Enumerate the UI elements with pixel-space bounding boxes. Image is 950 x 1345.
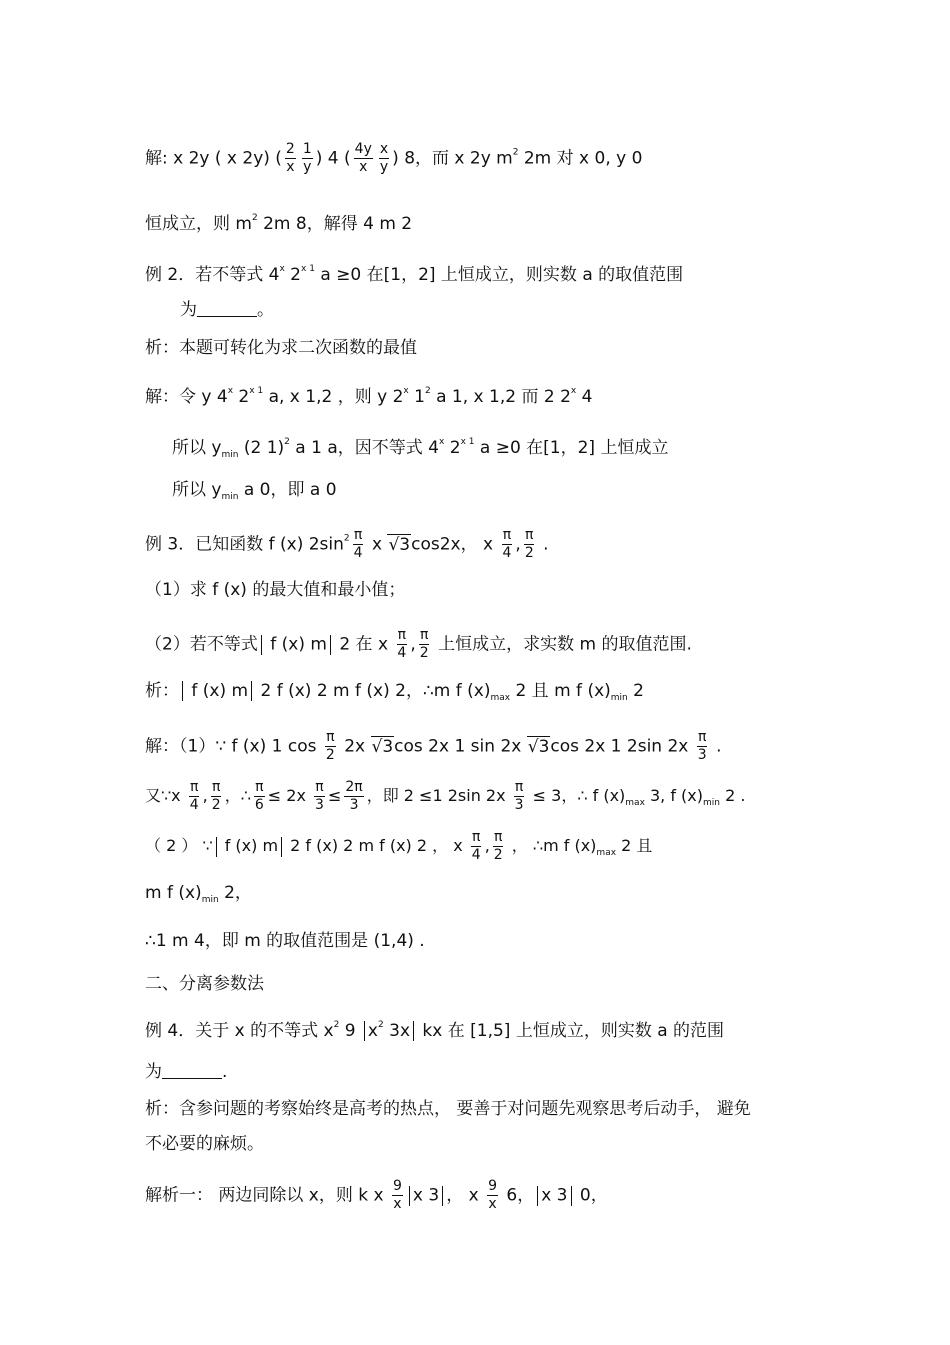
text: ) 8，而 x 2y m xyxy=(392,148,513,169)
text: m f (x) xyxy=(145,883,202,903)
fraction xyxy=(493,829,504,864)
text: 2 xyxy=(233,387,250,407)
fraction xyxy=(354,141,373,176)
denominator: 2 xyxy=(325,747,335,763)
fraction xyxy=(254,779,265,814)
fraction xyxy=(314,779,325,814)
text: 解：令 y 4 xyxy=(145,387,228,407)
abs-bar xyxy=(330,635,331,655)
superscript: x xyxy=(227,386,234,396)
subscript: max xyxy=(596,848,617,858)
text: （2）若不等式 xyxy=(145,634,258,655)
denominator: x xyxy=(359,159,368,175)
superscript: 2 xyxy=(251,213,258,223)
solution-line-6 xyxy=(145,729,820,764)
example-4-blank-line xyxy=(145,1061,820,1083)
text: ， x xyxy=(446,1185,485,1206)
numerator: π xyxy=(353,527,363,543)
text: 2 . xyxy=(719,786,746,805)
sqrt: √3 xyxy=(371,736,394,757)
superscript: 2 xyxy=(284,437,290,447)
analysis-line-2 xyxy=(145,680,820,709)
text: 。 xyxy=(257,300,274,320)
numerator: 9 xyxy=(488,1178,497,1194)
fraction xyxy=(353,527,364,562)
text: 为 xyxy=(145,1062,162,1082)
example-3-line xyxy=(145,527,820,562)
text: 例 4．关于 x 的不等式 x xyxy=(145,1021,334,1041)
answer-blank xyxy=(162,1062,222,1079)
denominator: 6 xyxy=(254,797,264,813)
text: 2 f (x) 2 m f (x) 2，∴m f (x) xyxy=(255,681,491,701)
fraction xyxy=(419,627,430,662)
denominator: 2 xyxy=(524,545,534,561)
text: 解析一： 两边同除以 x，则 k x xyxy=(145,1185,389,1206)
fraction xyxy=(697,729,708,764)
text: ∴1 m 4，即 m 的取值范围是 (1,4) . xyxy=(145,931,425,951)
abs-bar xyxy=(281,837,282,857)
text: . xyxy=(222,1062,228,1082)
text: （ 2 ） ∵ xyxy=(145,836,213,855)
text: , xyxy=(202,786,208,805)
solution-line-3 xyxy=(145,380,820,408)
numerator: π xyxy=(525,527,534,543)
superscript: x xyxy=(403,386,409,396)
analysis-line-3 xyxy=(145,1098,820,1120)
text: 为 xyxy=(180,300,197,320)
text: 所以 y xyxy=(172,438,222,458)
superscript: x xyxy=(279,264,285,274)
text: a 1 a，因不等式 4 xyxy=(289,438,439,458)
text: , xyxy=(410,634,416,655)
analysis-line xyxy=(145,337,820,359)
solution-line-4 xyxy=(172,431,820,466)
text: 2 xyxy=(284,265,302,285)
numerator: π xyxy=(212,779,221,795)
text: 解：（1）∵ f (x) 1 cos xyxy=(145,736,322,757)
denominator: 4 xyxy=(189,797,199,813)
text: 1 xyxy=(408,387,425,407)
conclusion-line xyxy=(145,930,820,952)
numerator: 9 xyxy=(392,1178,402,1194)
text: ) 4 ( xyxy=(315,148,351,169)
abs-bar xyxy=(571,1186,572,1206)
abs-bar xyxy=(409,1186,410,1206)
text: 2， xyxy=(218,883,252,903)
denominator: 2 xyxy=(419,645,429,661)
numerator: x xyxy=(379,141,389,157)
text: , xyxy=(515,534,521,555)
text: ≤ 2x xyxy=(267,786,312,805)
solution-line-1 xyxy=(145,141,820,176)
fraction xyxy=(524,527,535,562)
numerator: π xyxy=(514,779,524,795)
numerator: π xyxy=(494,829,503,845)
text: a, x 1,2 ，则 y 2 xyxy=(263,387,404,407)
text: 解: x 2y ( x 2y) ( xyxy=(145,148,282,169)
denominator: x xyxy=(286,159,295,175)
text: , xyxy=(484,836,490,855)
question-1-line xyxy=(145,579,820,601)
text: 例 2．若不等式 4 xyxy=(145,265,280,285)
denominator: y xyxy=(379,159,389,175)
text: 9 xyxy=(339,1021,361,1041)
text: x 3 xyxy=(412,1185,440,1206)
superscript: x xyxy=(439,437,445,447)
text: a 0，即 a 0 xyxy=(238,480,337,500)
text: 析： xyxy=(145,681,179,701)
text: x xyxy=(367,1021,378,1041)
fraction xyxy=(211,779,222,814)
sqrt: √3 xyxy=(388,534,411,555)
fraction xyxy=(285,141,296,176)
denominator: 3 xyxy=(514,797,524,813)
solution-line-5 xyxy=(172,479,820,508)
fraction xyxy=(189,779,200,814)
superscript: x 1 xyxy=(460,437,475,447)
text: 恒成立，则 m xyxy=(145,214,252,234)
text: 3x xyxy=(383,1021,410,1041)
text: ，即 2 ≤1 2sin 2x xyxy=(366,786,511,805)
denominator: 4 xyxy=(502,545,512,561)
text: 2 xyxy=(444,438,461,458)
fraction xyxy=(379,141,389,176)
text: 4 xyxy=(576,387,593,407)
superscript: x xyxy=(570,386,577,396)
answer-blank xyxy=(197,300,257,317)
numerator: π xyxy=(419,627,429,643)
example-2-line xyxy=(145,258,820,286)
text: ， ∴m f (x) xyxy=(506,836,597,855)
denominator: 4 xyxy=(353,545,363,561)
text: x 3 xyxy=(541,1185,568,1206)
numerator: π xyxy=(189,779,199,795)
solution-line-2 xyxy=(145,207,820,235)
text: cos 2x 1 2sin 2x xyxy=(550,736,694,757)
numerator: π xyxy=(698,729,707,745)
numerator: 4y xyxy=(354,141,372,157)
numerator: π xyxy=(326,729,335,745)
superscript: 2 xyxy=(424,386,431,396)
text: 析：本题可转化为求二次函数的最值 xyxy=(145,338,417,358)
fraction xyxy=(302,141,313,176)
text: 不必要的麻烦。 xyxy=(145,1134,264,1154)
text: （1）求 f (x) 的最大值和最小值； xyxy=(145,580,406,600)
text: 所以 y xyxy=(172,480,222,500)
denominator: 3 xyxy=(697,747,707,763)
text: 3, f (x) xyxy=(644,786,703,805)
section-heading xyxy=(145,973,820,995)
abs-bar xyxy=(182,681,183,701)
text: ≤ xyxy=(327,786,342,805)
fraction xyxy=(501,527,512,562)
text: 2m 8，解得 4 m 2 xyxy=(257,214,413,234)
abs-bar xyxy=(442,1186,443,1206)
abs-bar xyxy=(537,1186,538,1206)
superscript: x 1 xyxy=(301,264,315,274)
text: a ≥0 在[1，2] 上恒成立 xyxy=(474,438,669,458)
abs-bar xyxy=(251,681,252,701)
text: kx 在 [1,5] 上恒成立，则实数 a 的范围 xyxy=(417,1021,725,1041)
example-2-blank-line xyxy=(180,299,820,321)
text: 2m 对 x 0, y 0 xyxy=(518,148,643,169)
denominator: y xyxy=(303,159,312,175)
denominator: 4 xyxy=(471,847,481,863)
radicand: 3 xyxy=(399,534,411,555)
numerator: 1 xyxy=(302,141,312,157)
text: 2 且 xyxy=(616,836,653,855)
question-2-line xyxy=(145,627,820,662)
denominator: 2 xyxy=(493,847,503,863)
denominator: x xyxy=(393,1196,402,1212)
solution-line-9 xyxy=(145,882,820,911)
abs-bar xyxy=(216,837,217,857)
numerator: 2 xyxy=(285,141,295,157)
text: 例 3．已知函数 f (x) 2sin xyxy=(145,534,344,555)
text: 二、分离参数法 xyxy=(145,974,264,994)
text: cos 2x 1 sin 2x xyxy=(394,736,527,757)
denominator: x xyxy=(488,1196,497,1212)
subscript: min xyxy=(221,492,239,502)
solution-line-10 xyxy=(145,1178,820,1213)
example-4-line xyxy=(145,1014,820,1042)
subscript: max xyxy=(490,693,511,703)
subscript: min xyxy=(610,693,628,703)
subscript: min xyxy=(221,450,239,460)
text: 6， xyxy=(500,1185,535,1206)
text: . xyxy=(710,736,722,757)
text: 2 xyxy=(627,681,644,701)
superscript: x 1 xyxy=(249,386,264,396)
text: 2 f (x) 2 m f (x) 2 ， x xyxy=(285,836,468,855)
fraction xyxy=(514,779,525,814)
text: a 1, x 1,2 而 2 2 xyxy=(430,387,571,407)
text: 又∵x xyxy=(145,786,186,805)
superscript: 2 xyxy=(377,1020,384,1030)
abs-bar xyxy=(261,635,262,655)
radicand: 3 xyxy=(382,736,394,757)
analysis-line-4 xyxy=(145,1133,820,1155)
denominator: 4 xyxy=(397,645,407,661)
abs-bar xyxy=(413,1021,414,1041)
text: 2x xyxy=(338,736,371,757)
fraction xyxy=(344,779,363,814)
numerator: π xyxy=(472,829,481,845)
numerator: π xyxy=(315,779,324,795)
text: x xyxy=(366,534,388,555)
text: 2 且 m f (x) xyxy=(510,681,611,701)
subscript: min xyxy=(201,895,219,905)
text: ，∴ xyxy=(224,786,251,805)
solution-line-7 xyxy=(145,779,820,814)
solution-line-8 xyxy=(145,829,820,864)
text: a ≥0 在[1，2] 上恒成立，则实数 a 的取值范围 xyxy=(314,265,684,285)
fraction xyxy=(396,627,407,662)
numerator: π xyxy=(255,779,264,795)
numerator: 2π xyxy=(345,779,363,795)
superscript: 2 xyxy=(333,1020,340,1030)
subscript: max xyxy=(625,798,645,808)
denominator: 2 xyxy=(211,797,221,813)
numerator: π xyxy=(502,527,512,543)
text: f (x) m xyxy=(264,634,327,655)
text: cos2x， x xyxy=(411,534,499,555)
subscript: min xyxy=(703,798,720,808)
text: 析：含参问题的考察始终是高考的热点， 要善于对问题先观察思考后动手， 避免 xyxy=(145,1099,751,1119)
denominator: 3 xyxy=(315,797,324,813)
text: (2 1) xyxy=(238,438,285,458)
text: 2 在 x xyxy=(333,634,394,655)
fraction xyxy=(392,1178,403,1213)
superscript: 2 xyxy=(512,147,519,158)
radicand: 3 xyxy=(538,736,550,757)
fraction xyxy=(471,829,482,864)
text: 0， xyxy=(574,1185,608,1206)
text: 上恒成立，求实数 m 的取值范围. xyxy=(432,634,692,655)
text: . xyxy=(537,534,549,555)
fraction xyxy=(325,729,336,764)
numerator: π xyxy=(397,627,407,643)
superscript: 2 xyxy=(343,533,350,544)
text: f (x) m xyxy=(219,836,279,855)
fraction xyxy=(487,1178,498,1213)
abs-bar xyxy=(364,1021,365,1041)
denominator: 3 xyxy=(349,797,359,813)
sqrt: √3 xyxy=(527,736,550,757)
text: ≤ 3，∴ f (x) xyxy=(527,786,626,805)
text: f (x) m xyxy=(186,681,249,701)
